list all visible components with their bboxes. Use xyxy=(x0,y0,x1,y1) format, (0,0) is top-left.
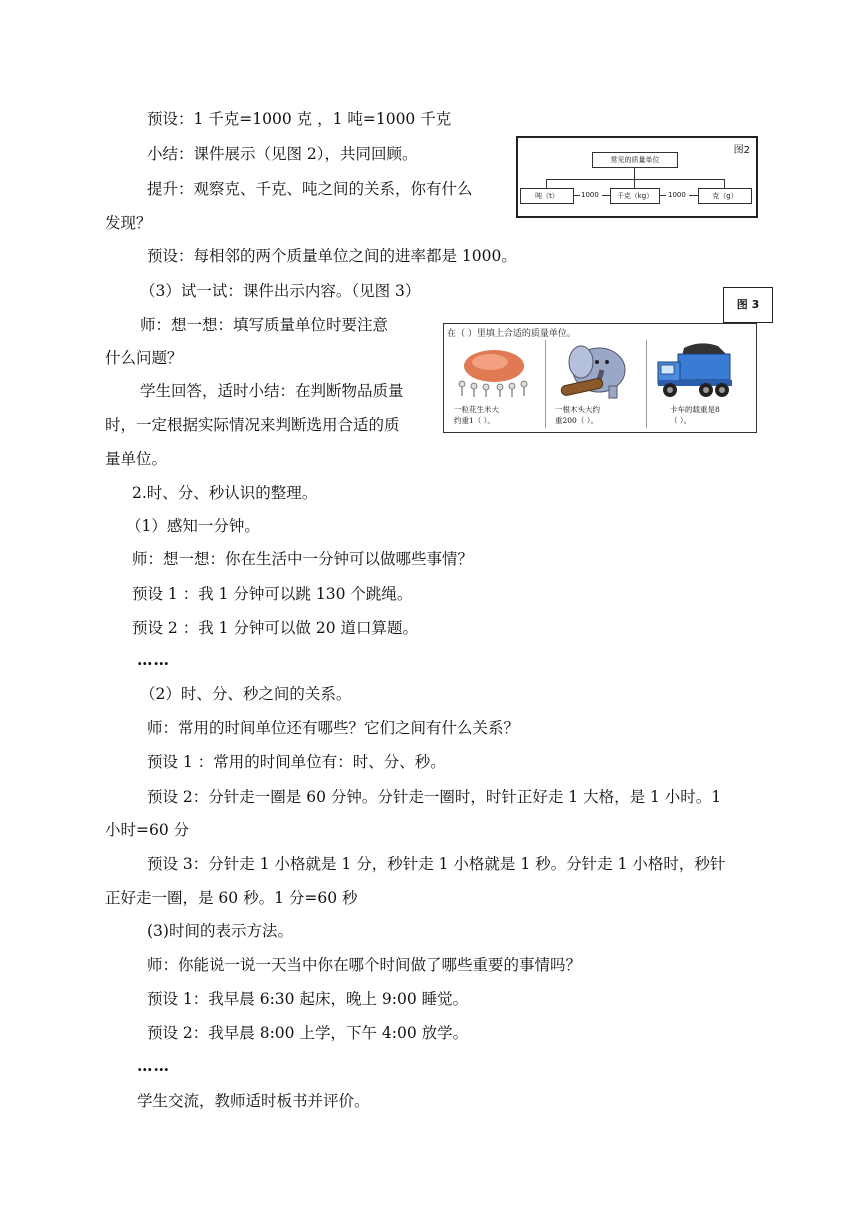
text-line: 师：想一想：填写质量单位时要注意 xyxy=(140,316,389,334)
text-line: （3）试一试：课件出示内容。（见图 3） xyxy=(140,282,421,300)
ellipsis: …… xyxy=(137,650,170,669)
peanut-panel xyxy=(446,340,546,428)
connector-line xyxy=(634,167,635,179)
peanut-image xyxy=(446,340,544,400)
text-line: 预设 1 ：常用的时间单位有：时、分、秒。 xyxy=(147,753,446,771)
section-heading: 2.时、分、秒认识的整理。 xyxy=(132,484,318,502)
ellipsis: …… xyxy=(137,1056,170,1075)
text-line: 提升：观察克、千克、吨之间的关系，你有什么 xyxy=(147,180,473,198)
text-line: 小结：课件展示（见图 2），共同回顾。 xyxy=(147,145,418,163)
caption-line: 一粒花生米大 xyxy=(454,405,499,414)
text-line: 预设 1：我早晨 6:30 起床，晚上 9:00 睡觉。 xyxy=(147,990,469,1008)
text-line: 预设 2：分针走一圈是 60 分钟。分针走一圈时，时针正好走 1 大格，是 1 小时。1 xyxy=(147,788,722,806)
exercise-title: 在（ ）里填上合适的质量单位。 xyxy=(447,329,576,339)
text-line: 学生回答，适时小结：在判断物品质量 xyxy=(140,382,404,400)
text-line: 预设：1 千克=1000 克 ，1 吨=1000 千克 xyxy=(147,110,452,128)
elephant-image xyxy=(547,340,645,402)
kilogram-box: 千克（kg） xyxy=(610,188,660,204)
figure-2-mass-units xyxy=(516,136,758,218)
text-line: （2）时、分、秒之间的关系。 xyxy=(140,685,352,703)
text-line: 预设 1 ：我 1 分钟可以跳 130 个跳绳。 xyxy=(132,585,413,603)
text-line: (3)时间的表示方法。 xyxy=(147,922,293,940)
rate-label: 1000 xyxy=(668,191,686,199)
connector-line xyxy=(659,195,666,196)
peanut-caption xyxy=(454,404,499,426)
connector-line xyxy=(689,195,698,196)
ton-box: 吨（t） xyxy=(520,188,574,204)
connector-line xyxy=(546,179,547,188)
truck-image xyxy=(648,340,750,402)
text-line: （1）感知一分钟。 xyxy=(126,517,260,535)
text-line: 学生交流，教师适时板书并评价。 xyxy=(137,1092,370,1110)
connector-line xyxy=(634,179,635,188)
text-line: 预设 3：分针走 1 小格就是 1 分，秒针走 1 小格就是 1 秒。分针走 1 小格时，秒针 xyxy=(147,855,726,873)
caption-line: 约重1（ ）。 xyxy=(454,416,495,425)
text-line: 预设 2：我早晨 8:00 上学，下午 4:00 放学。 xyxy=(147,1024,469,1042)
text-line: 发现？ xyxy=(105,214,152,232)
figure-3-label: 图 3 xyxy=(723,287,773,323)
text-line: 师：你能说一说一天当中你在哪个时间做了哪些重要的事情吗？ xyxy=(147,956,582,974)
text-line: 量单位。 xyxy=(105,450,168,468)
log-caption xyxy=(555,404,600,426)
connector-line xyxy=(602,195,610,196)
text-line: 师：常用的时间单位还有哪些？它们之间有什么关系？ xyxy=(147,719,520,737)
figure-2-label: 图2 xyxy=(733,145,750,156)
root-unit-box: 常见的质量单位 xyxy=(592,152,678,168)
log-panel xyxy=(547,340,647,428)
truck-panel xyxy=(648,340,752,428)
connector-line xyxy=(724,179,725,188)
text-line: 预设：每相邻的两个质量单位之间的进率都是 1000。 xyxy=(147,247,517,265)
caption-line: 一根木头大约 xyxy=(555,405,600,414)
truck-caption xyxy=(670,404,720,426)
connector-line xyxy=(573,195,580,196)
text-line: 师：想一想：你在生活中一分钟可以做哪些事情？ xyxy=(132,550,474,568)
connector-line xyxy=(546,179,724,180)
text-line: 正好走一圈，是 60 秒。1 分=60 秒 xyxy=(105,889,358,907)
caption-line: 卡车的载重是8 xyxy=(670,405,720,414)
gram-box: 克（g） xyxy=(698,188,752,204)
text-line: 什么问题？ xyxy=(105,349,183,367)
text-line: 预设 2 ：我 1 分钟可以做 20 道口算题。 xyxy=(132,619,419,637)
caption-line: 重200（ ）。 xyxy=(555,416,598,425)
text-line: 时，一定根据实际情况来判断选用合适的质 xyxy=(105,416,400,434)
rate-label: 1000 xyxy=(581,191,599,199)
text-line: 小时=60 分 xyxy=(105,821,190,839)
figure-3-exercise xyxy=(443,323,757,433)
caption-line: （ ）。 xyxy=(670,416,692,425)
